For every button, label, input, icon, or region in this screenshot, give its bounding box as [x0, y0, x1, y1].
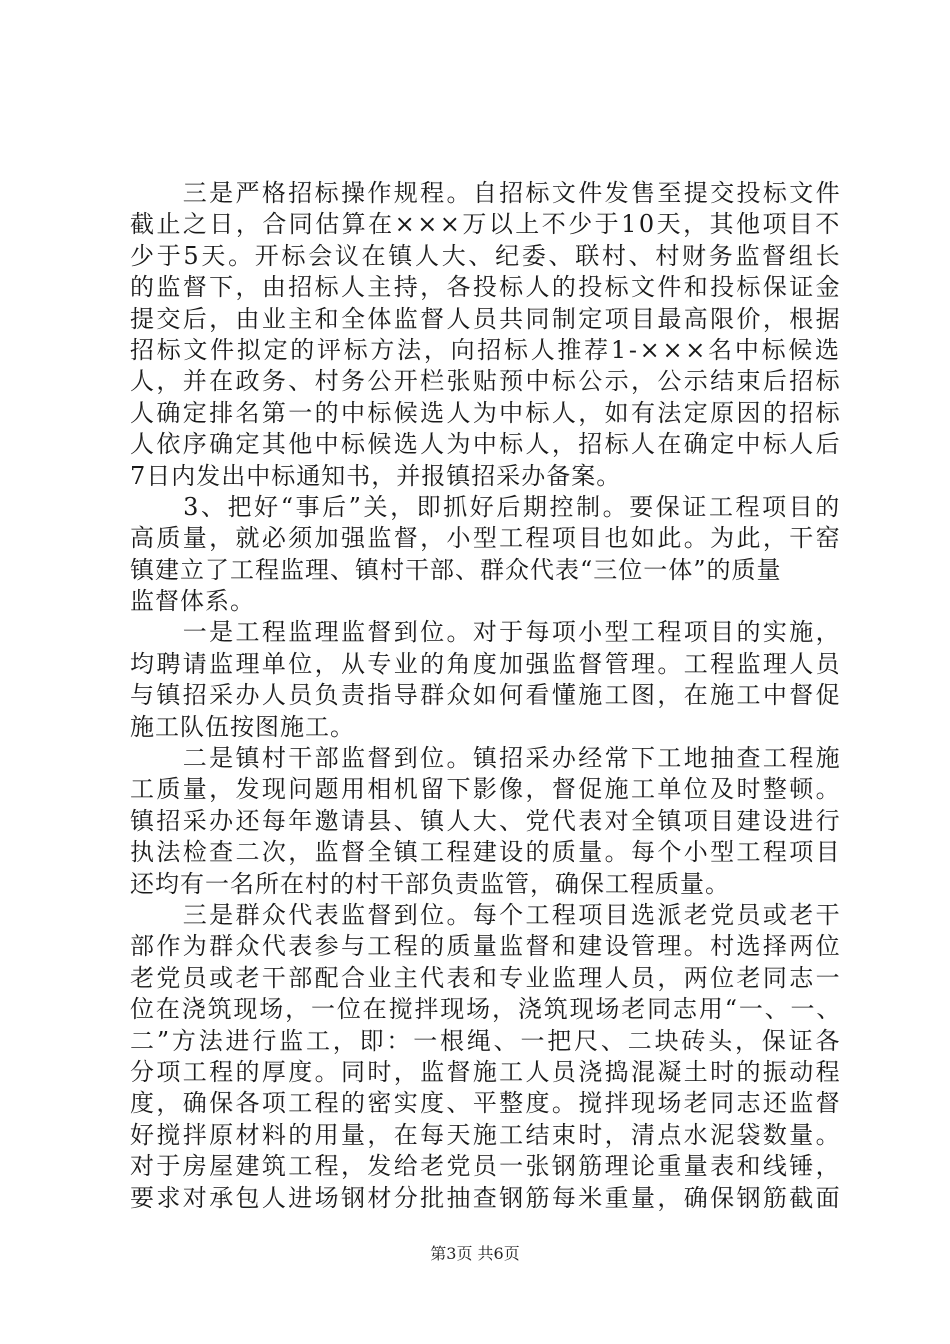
- text-line: 部作为群众代表参与工程的质量监督和建设管理。村选择两位: [130, 932, 842, 961]
- text-line: 还均有一名所在村的村干部负责监管，确保工程质量。: [130, 869, 730, 898]
- text-line: 一是工程监理监督到位。对于每项小型工程项目的实施，: [130, 618, 842, 647]
- text-line: 7日内发出中标通知书，并报镇招采办备案。: [130, 461, 622, 490]
- text-line: 招标文件拟定的评标方法，向招标人推荐1-×××名中标候选: [130, 335, 842, 364]
- text-line: 要求对承包人进场钢材分批抽查钢筋每米重量，确保钢筋截面: [130, 1183, 842, 1212]
- text-line: 与镇招采办人员负责指导群众如何看懂施工图，在施工中督促: [130, 681, 842, 710]
- text-line: 少于5天。开标会议在镇人大、纪委、联村、村财务监督组长: [130, 241, 843, 270]
- text-line: 的监督下，由招标人主持，各投标人的投标文件和投标保证金: [130, 273, 842, 302]
- text-line: 二是镇村干部监督到位。镇招采办经常下工地抽查工程施: [130, 744, 842, 773]
- text-line: 高质量，就必须加强监督，小型工程项目也如此。为此，干窑: [130, 524, 842, 553]
- text-line: 人依序确定其他中标候选人为中标人，招标人在确定中标人后: [130, 430, 842, 459]
- text-line: 人，并在政务、村务公开栏张贴预中标公示，公示结束后招标: [130, 367, 842, 396]
- text-line: 分项工程的厚度。同时，监督施工人员浇捣混凝土时的振动程: [130, 1057, 842, 1086]
- text-line: 人确定排名第一的中标候选人为中标人，如有法定原因的招标: [130, 398, 842, 427]
- text-line: 好搅拌原材料的用量，在每天施工结束时，清点水泥袋数量。: [130, 1120, 842, 1149]
- text-line: 提交后，由业主和全体监督人员共同制定项目最高限价，根据: [130, 304, 842, 333]
- text-line: 老党员或老干部配合业主代表和专业监理人员，两位老同志一: [130, 963, 842, 992]
- text-line: 截止之日，合同估算在×××万以上不少于10天，其他项目不: [130, 210, 842, 239]
- text-line: 三是群众代表监督到位。每个工程项目选派老党员或老干: [130, 900, 842, 929]
- text-line: 3、把好“事后”关，即抓好后期控制。要保证工程项目的: [130, 492, 842, 521]
- page-footer: 第3页 共6页: [430, 1244, 520, 1263]
- text-line: 位在浇筑现场，一位在搅拌现场，浇筑现场老同志用“一、一、: [130, 995, 843, 1024]
- text-line: 三是严格招标操作规程。自招标文件发售至提交投标文件: [130, 179, 842, 207]
- text-line: 度，确保各项工程的密实度、平整度。搅拌现场老同志还监督: [130, 1089, 842, 1118]
- text-line: 镇招采办还每年邀请县、镇人大、党代表对全镇项目建设进行: [130, 806, 842, 835]
- text-line: 二”方法进行监工，即：一根绳、一把尺、二块砖头，保证各: [130, 1026, 843, 1055]
- text-line: 均聘请监理单位，从专业的角度加强监督管理。工程监理人员: [130, 649, 842, 678]
- text-line: 镇建立了工程监理、镇村干部、群众代表“三位一体”的质量: [130, 555, 782, 584]
- text-line: 监督体系。: [130, 587, 255, 616]
- text-line: 对于房屋建筑工程，发给老党员一张钢筋理论重量表和线锤，: [130, 1152, 842, 1181]
- body-text: [130, 178, 842, 1214]
- text-line: 工质量，发现问题用相机留下影像，督促施工单位及时整顿。: [130, 775, 842, 804]
- text-line: 执法检查二次，监督全镇工程建设的质量。每个小型工程项目: [130, 838, 842, 867]
- text-line: 施工队伍按图施工。: [130, 712, 355, 741]
